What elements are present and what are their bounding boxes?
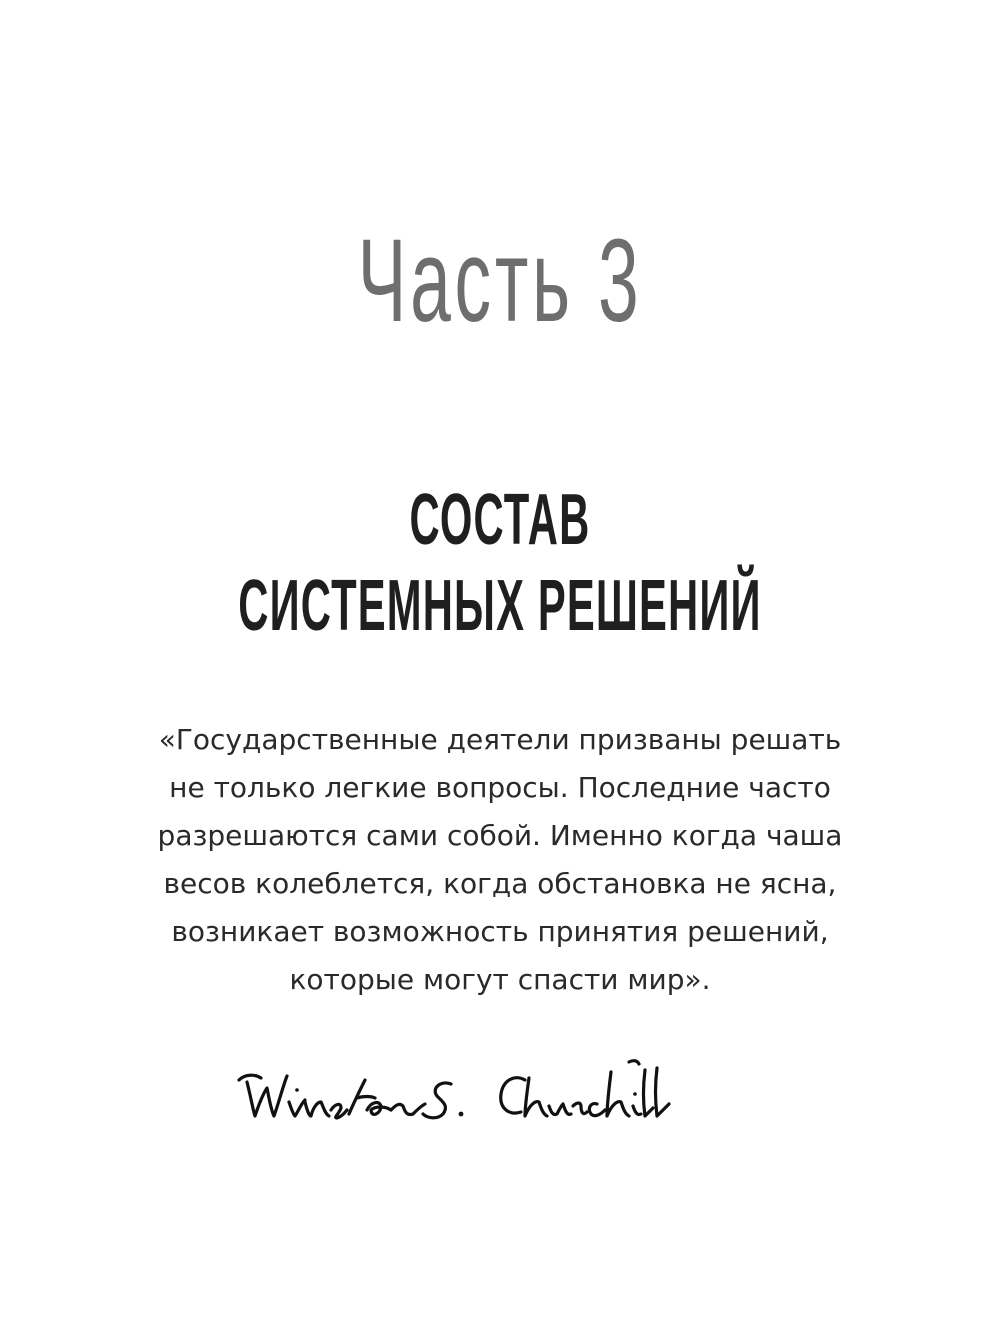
section-title-line-2: СИСТЕМНЫХ РЕШЕНИЙ xyxy=(238,566,762,646)
quote-line-4: весов колеблется, когда обстановка не ясна, xyxy=(163,867,837,900)
quote-line-2: не только легкие вопросы. Последние часто xyxy=(169,771,831,804)
section-title xyxy=(210,477,790,649)
section-title-line-1: СОСТАВ xyxy=(409,480,591,560)
part-heading: Часть 3 xyxy=(357,215,643,347)
quote-line-3: разрешаются сами собой. Именно когда чаша xyxy=(157,819,843,852)
handwritten-signature xyxy=(225,1040,775,1130)
epigraph-quote xyxy=(0,716,1000,1004)
quote-line-5: возникает возможность принятия решений, xyxy=(171,915,829,948)
quote-line-6: которые могут спасти мир». xyxy=(289,963,711,996)
quote-line-1: «Государственные деятели призваны решать xyxy=(158,723,842,756)
